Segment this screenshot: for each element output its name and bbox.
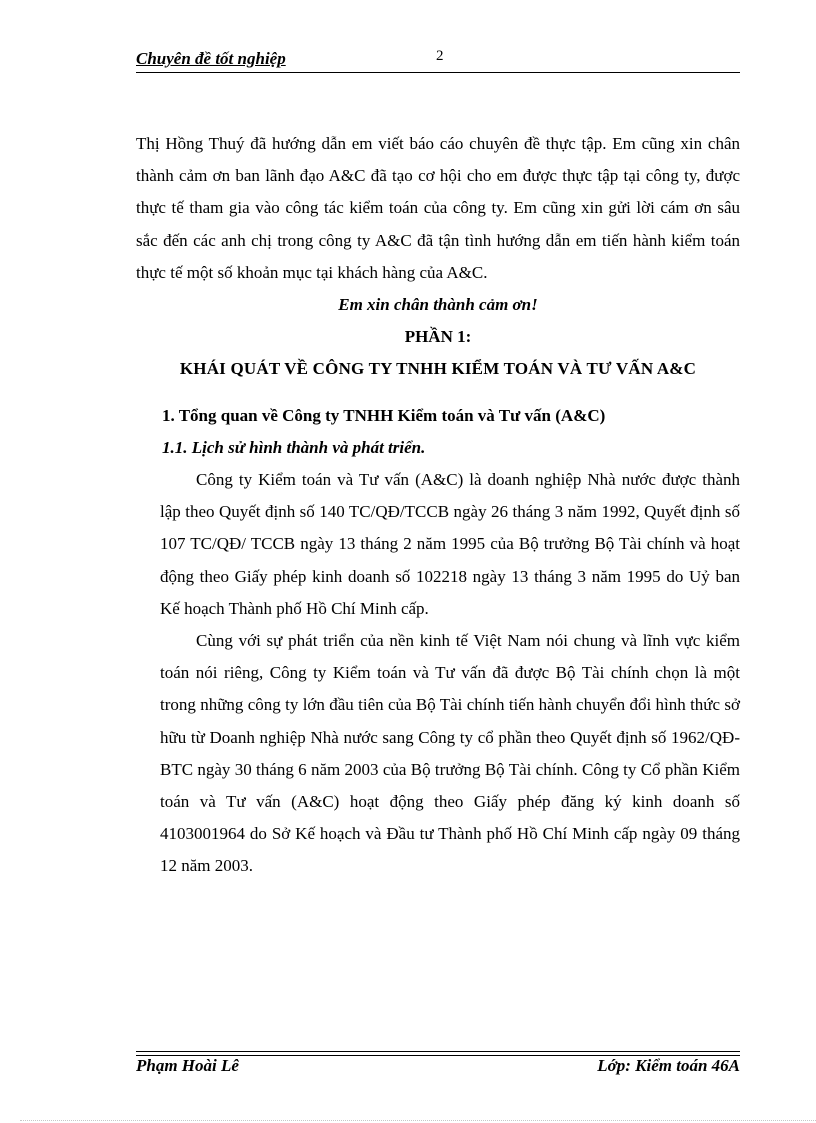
subsection-heading: 1.1. Lịch sử hình thành và phát triển. [162,437,426,457]
section-heading: 1. Tổng quan về Công ty TNHH Kiểm toán và Tư vấn (A&C) [162,405,606,425]
page-edge-line [20,1120,816,1121]
thanks-line: Em xin chân thành cảm ơn! [338,295,538,315]
footer-rule-top [136,1051,740,1052]
history-paragraph-1: Công ty Kiểm toán và Tư vấn (A&C) là doanh nghiệp Nhà nước được thành lập theo Quyết định số 140 TC/QĐ/TCCB ngày 26 tháng 3 năm 1992, Quyết định số 107 TC/QĐ/ TCCB ngày 13 tháng 2 năm 1995 của Bộ trưởng Bộ Tài chính và hoạt động theo Giấy phép kinh doanh số 102218 ngày 13 tháng 3 năm 1995 do Uỷ ban Kế hoạch Thành phố Hồ Chí Minh cấp. [160,470,740,618]
page-header [136,46,740,72]
footer-author: Phạm Hoài Lê [136,1056,239,1075]
history-content [160,464,740,883]
footer-class: Lớp: Kiểm toán 46A [597,1056,740,1075]
header-rule [136,72,740,73]
history-paragraph-2: Cùng với sự phát triển của nền kinh tế Việt Nam nói chung và lĩnh vực kiểm toán nói riêng, Công ty Kiểm toán và Tư vấn đã được Bộ Tài chính chọn là một trong những công ty lớn đầu tiên của Bộ Tài chính tiến hành chuyển đổi hình thức sở hữu từ Doanh nghiệp Nhà nước sang Công ty cổ phần theo Quyết định số 1962/QĐ-BTC ngày 30 tháng 6 năm 2003 của Bộ trưởng Bộ Tài chính. Công ty Cổ phần Kiểm toán và Tư vấn (A&C) hoạt động theo Giấy phép đăng ký kinh doanh số 4103001964 do Sở Kế hoạch và Đầu tư Thành phố Hồ Chí Minh cấp ngày 09 tháng 12 năm 2003. [160,631,740,876]
document-body [136,128,740,883]
intro-paragraph: Thị Hồng Thuý đã hướng dẫn em viết báo cáo chuyên đề thực tập. Em cũng xin chân thành cảm ơn ban lãnh đạo A&C đã tạo cơ hội cho em được thực tập tại công ty, được thực tế tham gia vào công tác kiểm toán của công ty. Em cũng xin gửi lời cám ơn sâu sắc đến các anh chị trong công ty A&C đã tận tình hướng dẫn em tiến hành kiểm toán thực tế một số khoản mục tại khách hàng của A&C. [136,134,740,282]
part-title: KHÁI QUÁT VỀ CÔNG TY TNHH KIỂM TOÁN VÀ TƯ VẤN A&C [179,359,697,379]
part-label: PHẦN 1: [404,327,472,347]
page-number: 2 [436,48,444,64]
header-title: Chuyên đề tốt nghiệp [136,49,286,68]
